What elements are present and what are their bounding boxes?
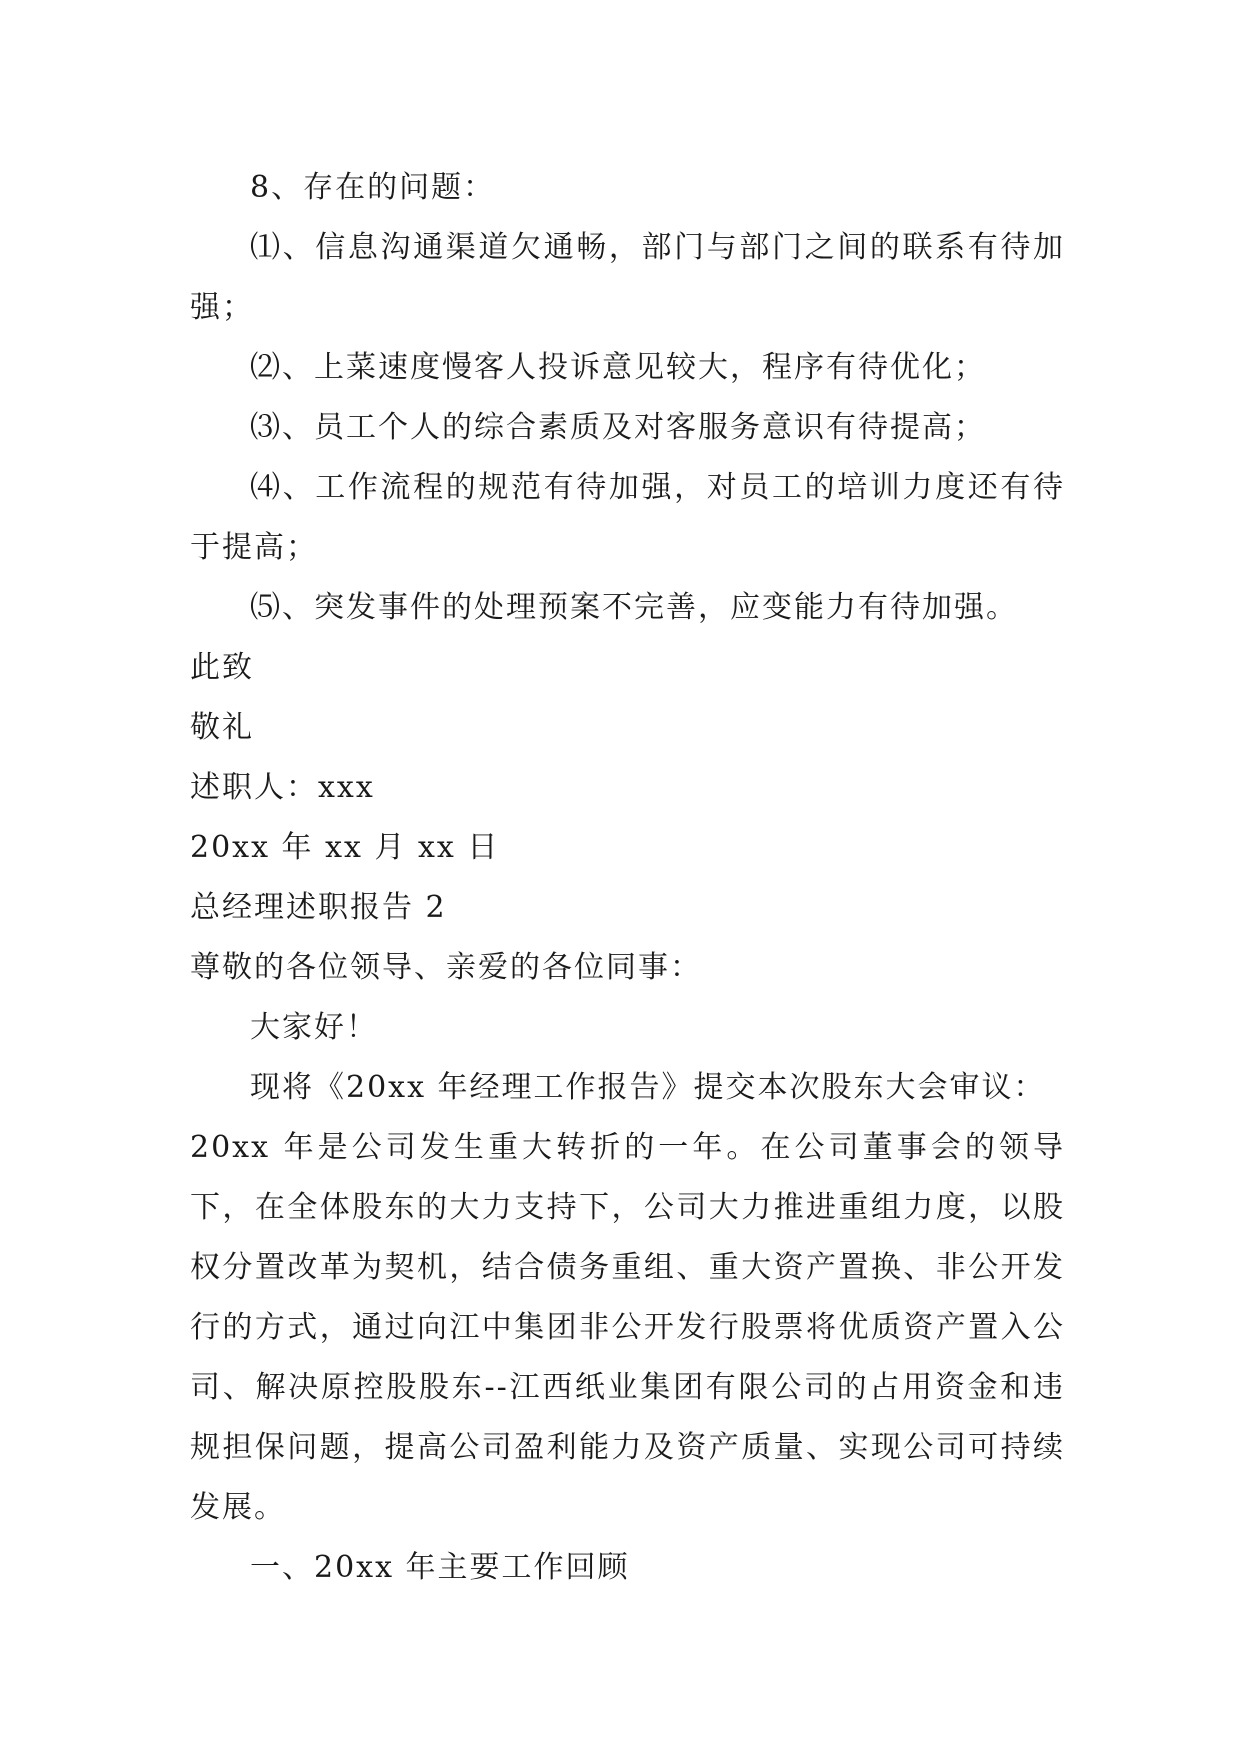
problem-item-4: ⑷、工作流程的规范有待加强，对员工的培训力度还有待于提高； bbox=[190, 470, 1065, 565]
report-intro: 现将《20xx 年经理工作报告》提交本次股东大会审议： bbox=[250, 1070, 1046, 1105]
greeting-line: 尊敬的各位领导、亲爱的各位同事： bbox=[190, 950, 702, 985]
document-body bbox=[190, 158, 1065, 1598]
problem-item-5: ⑸、突发事件的处理预案不完善，应变能力有待加强。 bbox=[250, 590, 1018, 625]
report-date: 20xx 年 xx 月 xx 日 bbox=[190, 830, 500, 865]
hello-line: 大家好！ bbox=[250, 1010, 378, 1045]
report-title-2: 总经理述职报告 2 bbox=[190, 890, 447, 925]
reporter-signature: 述职人：xxx bbox=[190, 770, 375, 805]
problems-heading: 8、存在的问题： bbox=[250, 170, 496, 205]
report-body-paragraph: 20xx 年是公司发生重大转折的一年。在公司董事会的领导下，在全体股东的大力支持下，公司大力推进重组力度，以股权分置改革为契机，结合债务重组、重大资产置换、非公开发行的方式，通过向江中集团非公开发行股票将优质资产置入公司、解决原控股股东--江西纸业集团有限公司的占用资金和违规担保问题，提高公司盈利能力及资产质量、实现公司可持续发展。 bbox=[190, 1130, 1065, 1525]
closing-regards: 敬礼 bbox=[190, 710, 254, 745]
closing-salutation: 此致 bbox=[190, 650, 254, 685]
problem-item-3: ⑶、员工个人的综合素质及对客服务意识有待提高； bbox=[250, 410, 986, 445]
problem-item-2: ⑵、上菜速度慢客人投诉意见较大，程序有待优化； bbox=[250, 350, 986, 385]
problem-item-1: ⑴、信息沟通渠道欠通畅，部门与部门之间的联系有待加强； bbox=[190, 230, 1065, 325]
section-heading-1: 一、20xx 年主要工作回顾 bbox=[250, 1550, 630, 1585]
